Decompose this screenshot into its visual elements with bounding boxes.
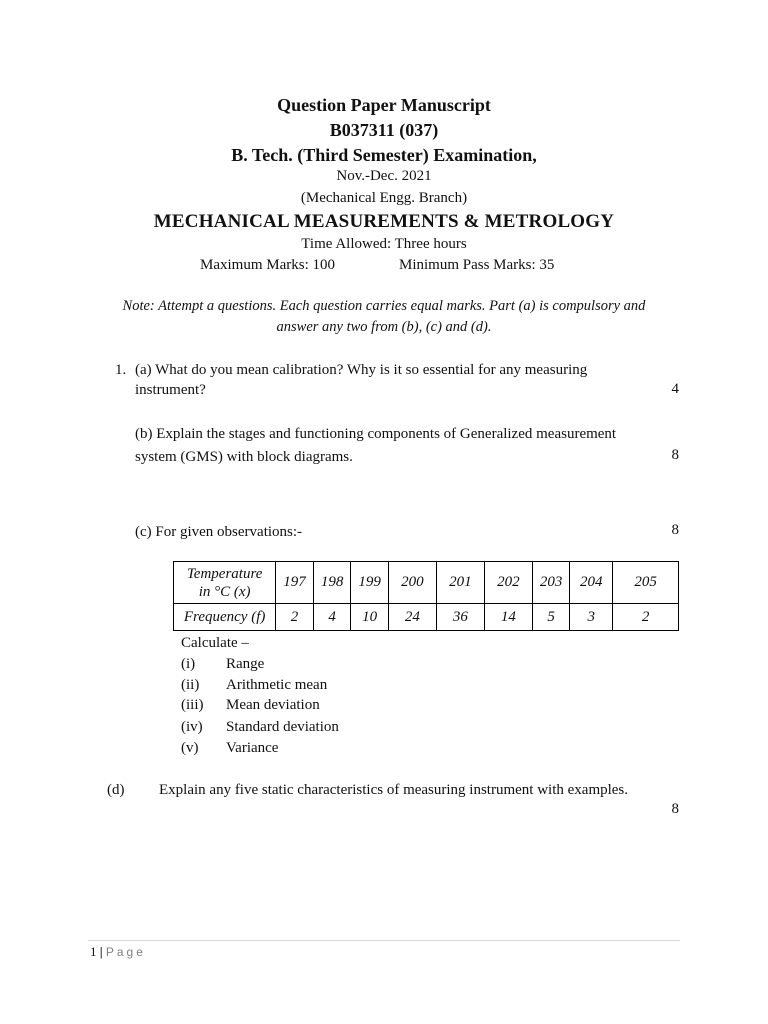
table-cell: 202: [484, 562, 532, 604]
note-line-2: answer any two from (b), (c) and (d).: [276, 319, 492, 335]
question-a-line-2: instrument?: [135, 382, 206, 398]
page-footer: [90, 944, 146, 960]
table-cell: 14: [484, 604, 532, 631]
table-cell: 198: [313, 562, 351, 604]
minimum-pass-marks: Minimum Pass Marks: 35: [399, 257, 555, 273]
question-a-marks: 4: [671, 381, 679, 397]
exam-name: B. Tech. (Third Semester) Examination,: [231, 145, 537, 165]
question-d-text: Explain any five static characteristics of measuring instrument with examples.: [159, 782, 629, 798]
table-cell: 201: [436, 562, 484, 604]
page-separator: |: [99, 944, 103, 959]
list-item: Standard deviation: [226, 719, 339, 735]
question-number: 1.: [115, 362, 127, 378]
question-c-text: (c) For given observations:-: [135, 524, 303, 540]
question-b-line-2: system (GMS) with block diagrams.: [135, 449, 353, 465]
time-allowed: Time Allowed: Three hours: [301, 236, 467, 252]
table-cell: 2: [613, 604, 679, 631]
table-cell: 10: [351, 604, 389, 631]
table-cell: 36: [436, 604, 484, 631]
list-item-number: (iii): [181, 697, 204, 713]
observation-table: [173, 561, 679, 631]
temperature-header-line-2: in °C (x): [198, 583, 251, 600]
table-cell: 203: [532, 562, 570, 604]
question-d-label: (d): [107, 782, 125, 798]
maximum-marks: Maximum Marks: 100: [200, 257, 335, 273]
table-cell: 5: [532, 604, 570, 631]
list-item: Variance: [226, 740, 279, 756]
table-row-frequency: [174, 604, 679, 631]
table-cell: 4: [313, 604, 351, 631]
list-item-number: (ii): [181, 677, 200, 693]
table-cell: 197: [276, 562, 314, 604]
table-cell: 205: [613, 562, 679, 604]
paper-title: Question Paper Manuscript: [277, 95, 491, 115]
page-number: 1: [90, 944, 97, 959]
list-item: Arithmetic mean: [226, 677, 328, 693]
subject-title: MECHANICAL MEASUREMENTS & METROLOGY: [153, 211, 615, 232]
table-cell: 204: [570, 562, 613, 604]
list-item: Mean deviation: [226, 697, 320, 713]
question-d-marks: 8: [671, 801, 679, 817]
table-cell: 24: [388, 604, 436, 631]
list-item-number: (v): [181, 740, 199, 756]
question-b-line-1: (b) Explain the stages and functioning components of Generalized measurement: [135, 426, 617, 442]
list-item-number: (i): [181, 656, 196, 672]
temperature-header-line-1: Temperature: [186, 565, 263, 582]
table-cell: 3: [570, 604, 613, 631]
calculate-label: Calculate –: [181, 635, 249, 651]
list-item: Range: [226, 656, 265, 672]
footer-divider: [88, 940, 680, 941]
question-a-line-1: (a) What do you mean calibration? Why is it so essential for any measuring: [135, 362, 588, 378]
note-line-1: Note: Attempt a questions. Each question carries equal marks. Part (a) is compulsory and: [122, 298, 646, 314]
branch: (Mechanical Engg. Branch): [300, 190, 468, 206]
table-header-frequency: Frequency (f): [174, 604, 276, 631]
page-label: Page: [105, 945, 146, 959]
list-item-number: (iv): [181, 719, 203, 735]
question-c-marks: 8: [671, 522, 679, 538]
table-cell: 2: [276, 604, 314, 631]
table-header-temperature: [174, 562, 276, 604]
question-b-marks: 8: [671, 447, 679, 463]
table-row-temperature: [174, 562, 679, 604]
paper-code: B037311 (037): [329, 120, 439, 140]
exam-session: Nov.-Dec. 2021: [336, 168, 432, 184]
table-cell: 199: [351, 562, 389, 604]
table-cell: 200: [388, 562, 436, 604]
